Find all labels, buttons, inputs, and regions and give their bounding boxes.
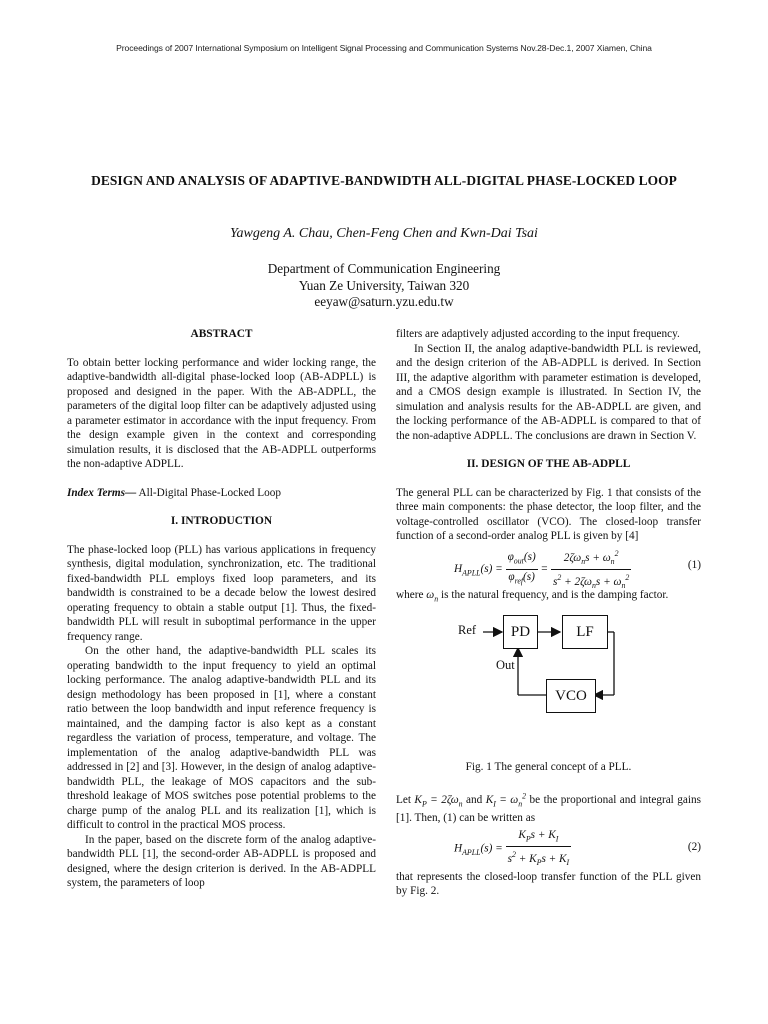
paragraph-continued: filters are adaptively adjusted according to the input frequency. — [396, 328, 680, 340]
right-column — [396, 327, 701, 899]
out-label: Out — [496, 658, 515, 673]
vco-block: VCO — [546, 679, 596, 713]
intro-paragraph-1: The phase-locked loop (PLL) has various applications in frequency synthesis, digital modulation, synchronization, etc. The traditional fixed-bandwidth PLL employs fixed loop parameters, and its bandwidth is constrained to be a decade below the lowest desired operating frequency to obtain a stable output [1]. Thus, the fixed-bandwidth PLL will result in suboptimal performance in the upper frequency range. — [67, 543, 376, 643]
intro-paragraph-2: On the other hand, the adaptive-bandwidth PLL scales its operating bandwidth to the input frequency to yield an optimal locking performance. The analog adaptive-bandwidth PLL and its design methodology has been proposed in [1], where a constant ratio between the loop bandwidth and input reference frequency is maintained, and the damping factor is also kept as a constant regardless the variation of process, temperature, and voltage. The implementation of the analog adaptive-bandwidth PLL was addressed in [2] and [3]. However, in the design of analog adaptive-bandwidth PLL, the leakage of MOS capacitors and the sub-threshold leakage of MOS switches pose potential problems to the charge pump of the analog PLL and its realization [1], which is difficult to control in the practical MOS process. — [67, 645, 376, 831]
omega-n-symbol: $\omega_n$ — [426, 588, 439, 603]
left-column — [67, 327, 376, 891]
paragraph-represents: that represents the closed-loop transfer function of the PLL given by Fig. 2. — [396, 870, 701, 898]
paragraph-general-pll: The general PLL can be characterized by Fig. 1 that consists of the three main components: the phase detector, the loop filter, and the voltage-controlled oscillator (VCO). The closed-loop transfer function of a second-order analog PLL is given by [4] — [396, 486, 701, 542]
figure-1-caption: Fig. 1 The general concept of a PLL. — [465, 761, 632, 774]
pd-block: PD — [503, 615, 538, 649]
paragraph-sections: In Section II, the analog adaptive-bandwidth PLL is reviewed, and the design criterion of the AB-ADPLL is derived. In Section III, the adaptive algorithm with parameter estimation is developed, and a CMOS design example is illustrated. In Section IV, the simulation and analysis results for the AB-ADPLL are given, and the locking performance of the AB-ADPLL is compared to that of the non-adaptive ADPLL. The conclusions are drawn in Section V. — [396, 342, 701, 442]
university: Yuan Ze University, Taiwan 320 — [298, 277, 470, 293]
equation-1-number: (1) — [687, 558, 701, 571]
running-header: Proceedings of 2007 International Symposium on Intelligent Signal Processing and Communication Systems Nov.28-Dec.1, 2007 Xiamen, China — [116, 43, 652, 53]
let-text-2: and — [462, 793, 486, 806]
abstract-heading: ABSTRACT — [190, 328, 253, 340]
section-2-heading: II. DESIGN OF THE AB-ADPLL — [466, 458, 631, 470]
ki-definition: $K_I = \omega_n^2$ — [485, 790, 527, 808]
lf-block: LF — [562, 615, 608, 649]
department: Department of Communication Engineering — [267, 261, 501, 276]
figure-1-pll-diagram — [396, 608, 766, 758]
let-text-1: Let — [396, 793, 415, 806]
where-text-b: is the natural frequency, and is the damping factor. — [438, 588, 669, 601]
equation-2-expression: $H_{APLL}(s)$ = $\frac{K_Ps + K_I}{s^2 + K_Ps + K_I}$ — [454, 828, 570, 867]
index-terms-text: All-Digital Phase-Locked Loop — [136, 486, 281, 499]
introduction-heading: I. INTRODUCTION — [170, 515, 273, 527]
paper-title: DESIGN AND ANALYSIS OF ADAPTIVE-BANDWIDTH ALL-DIGITAL PHASE-LOCKED LOOP — [91, 173, 677, 188]
paragraph-let — [396, 789, 701, 826]
intro-paragraph-3: In the paper, based on the discrete form of the analog adaptive-bandwidth PLL [1], the second-order AB-ADPLL is proposed and designed, where the design criterion is derived. In the AB-ADPLL system, the parameters of loop — [67, 833, 376, 889]
abstract-text: To obtain better locking performance and wider locking range, the adaptive-bandwidth all-digital phase-locked loop (AB-ADPLL) is proposed and designed in the paper. With the AB-ADPLL, the parameters of the digital loop filter can be adaptively adjusted using a parameter estimator in accordance with the input frequency. From the design example given in the context and corresponding simulation results, it is disclosed that the AB-ADPLL outperforms the non-adaptive ADPLL. — [67, 356, 376, 470]
equation-2-number: (2) — [687, 840, 701, 853]
email: eeyaw@saturn.yzu.edu.tw — [314, 294, 454, 309]
equation-1-expression: $H_{APLL}(s)$ = $\frac{\varphi_{out}(s)}{\varphi_{ref}(s)}$ = $\frac{2\zeta\omega_ns + \omega_n^2}{s^2 + 2\zeta\omega_ns + \omega_n^2}$ — [454, 546, 631, 593]
let-text-3: be the proportional and integral gains [1]. Then, (1) can be written as — [396, 793, 701, 825]
authors: Yawgeng A. Chau, Chen-Feng Chen and Kwn-Dai Tsai — [230, 226, 538, 241]
ref-label: Ref — [458, 623, 477, 638]
index-terms-label: Index Terms— — [67, 486, 137, 499]
affiliation — [0, 261, 768, 311]
kp-definition: $K_P = 2\zeta\omega_n$ — [414, 793, 463, 808]
equation-1 — [396, 546, 701, 590]
index-terms — [67, 486, 376, 501]
where-text-a: where — [396, 588, 427, 601]
equation-2 — [396, 828, 701, 868]
